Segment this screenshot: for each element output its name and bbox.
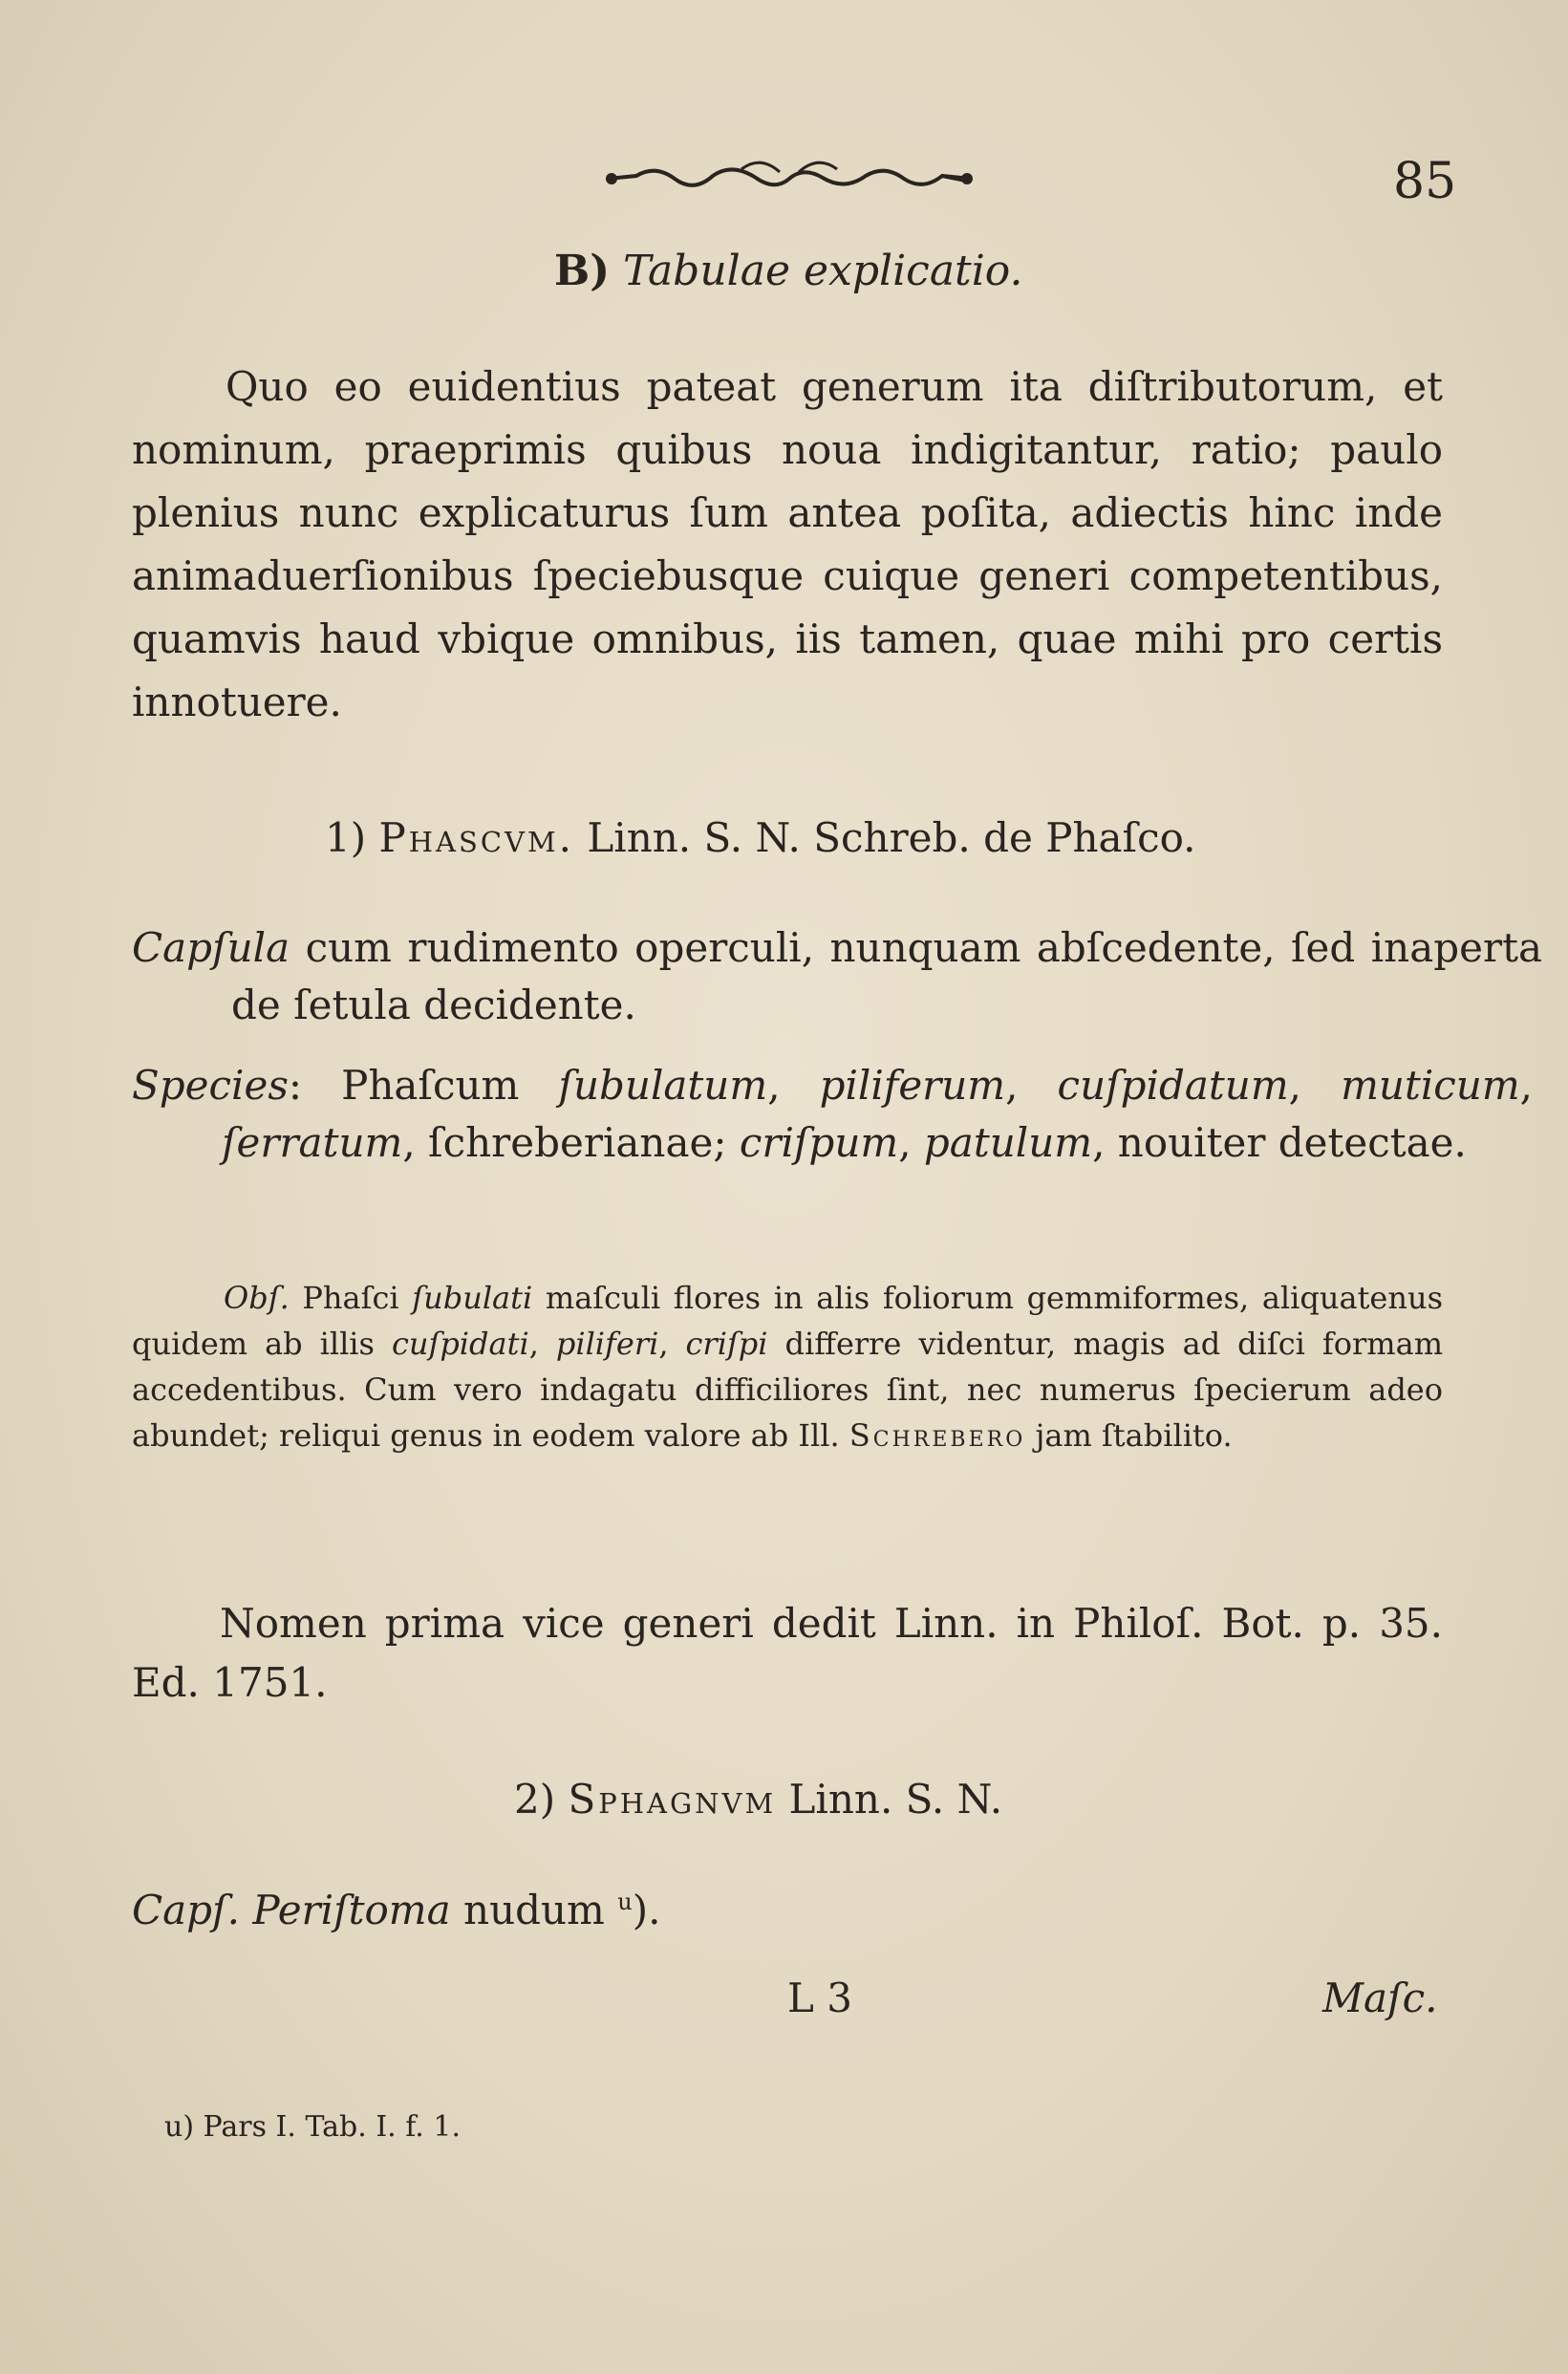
species-sep: , [767, 1062, 820, 1109]
page-number: 85 [1393, 153, 1457, 210]
species-name: piliferum [819, 1062, 1006, 1109]
species-name: ſubulatum [558, 1062, 768, 1109]
capsula-text: nudum [463, 1887, 605, 1933]
genus-heading-phascum [325, 814, 1196, 861]
obs-label: Obſ. [224, 1280, 290, 1316]
species-sep: , [898, 1119, 924, 1166]
genus-authority: Linn. S. N. [788, 1776, 1003, 1823]
catchword: Maſc. [1322, 1975, 1438, 2021]
obs-species: criſpi [685, 1326, 768, 1362]
observation-note [132, 1275, 1443, 1458]
obs-text: differre videntur, magis ad diſci formam accedentibus. Cum vero indagatu difficiliores ſint, nec numerus ſpecierum adeo abundet; reliqui genus in eodem valore ab Ill. [132, 1326, 1444, 1454]
obs-species: ſubulati [412, 1280, 533, 1316]
footnote-ref: u [617, 1888, 633, 1915]
capsula-text: cum rudimento operculi, nunquam abſcedente, ſed inaperta de ſetula decidente. [231, 924, 1542, 1028]
capsula-label: Capſ. [132, 1887, 240, 1933]
genus-authority: Linn. S. N. Schreb. de Phaſco. [587, 814, 1196, 861]
obs-sep: , [658, 1326, 686, 1362]
obs-sep: , [528, 1326, 556, 1362]
obs-author: Schrebero [848, 1417, 1026, 1454]
species-name: ſerratum [222, 1119, 403, 1166]
footnote: u) Pars I. Tab. I. f. 1. [164, 2110, 461, 2144]
peristoma-label: Periſtoma [252, 1887, 451, 1933]
intro-paragraph: Quo eo euidentius pateat generum ita diſtributorum, et nominum, praeprimis quibus noua indigitantur, ratio; paulo plenius nunc explicaturus ſum antea poſita, adiectis hinc inde animaduerſionibus ſpeciebusque cuique generi competentibus, quamvis haud vbique omnibus, iis tamen, quae mihi pro certis innotuere. [132, 363, 1443, 725]
species-text: : Phaſcum [288, 1062, 559, 1109]
species-list [132, 1057, 1533, 1172]
obs-text: Phaſci [289, 1280, 413, 1316]
species-name: cuſpidatum [1057, 1062, 1289, 1109]
species-name: patulum [923, 1119, 1093, 1166]
section-label: B) [554, 247, 611, 295]
genus-number: 2) [514, 1776, 556, 1823]
genus-number: 1) [325, 814, 367, 861]
obs-text: maſculi flores in alis foliorum gemmiformes, aliquatenus quidem ab illis [132, 1280, 1444, 1362]
obs-species: cuſpidati [391, 1326, 529, 1362]
species-name: muticum [1341, 1062, 1520, 1109]
signature-mark: L 3 [787, 1975, 852, 2021]
section-heading [554, 247, 1023, 295]
obs-text: jam ſtabilito. [1025, 1417, 1233, 1454]
species-label: Species [132, 1062, 289, 1109]
nomen-paragraph: Nomen prima vice generi dedit Linn. in Philoſ. Bot. p. 35. Ed. 1751. [132, 1600, 1443, 1706]
capsula-definition [132, 919, 1542, 1034]
species-sep: , [1005, 1062, 1058, 1109]
species-sep: , [1288, 1062, 1342, 1109]
genus-name: Phascvm. [378, 814, 575, 861]
obs-species: piliferi [555, 1326, 659, 1362]
genus-heading-sphagnum [514, 1776, 1002, 1823]
species-text: , ſchreberianae; [402, 1119, 740, 1166]
section-title: Tabulae explicatio. [623, 247, 1023, 295]
species-sep: , [1519, 1062, 1534, 1109]
ornament-icon [598, 155, 980, 203]
capsula-definition-sphagnum [132, 1873, 1542, 1939]
capsula-label: Capſula [132, 924, 290, 971]
species-text: , nouiter detectae. [1092, 1119, 1467, 1166]
genus-name: Sphagnvm [568, 1776, 777, 1823]
species-name: criſpum [739, 1119, 899, 1166]
capsula-end: ). [632, 1887, 661, 1933]
